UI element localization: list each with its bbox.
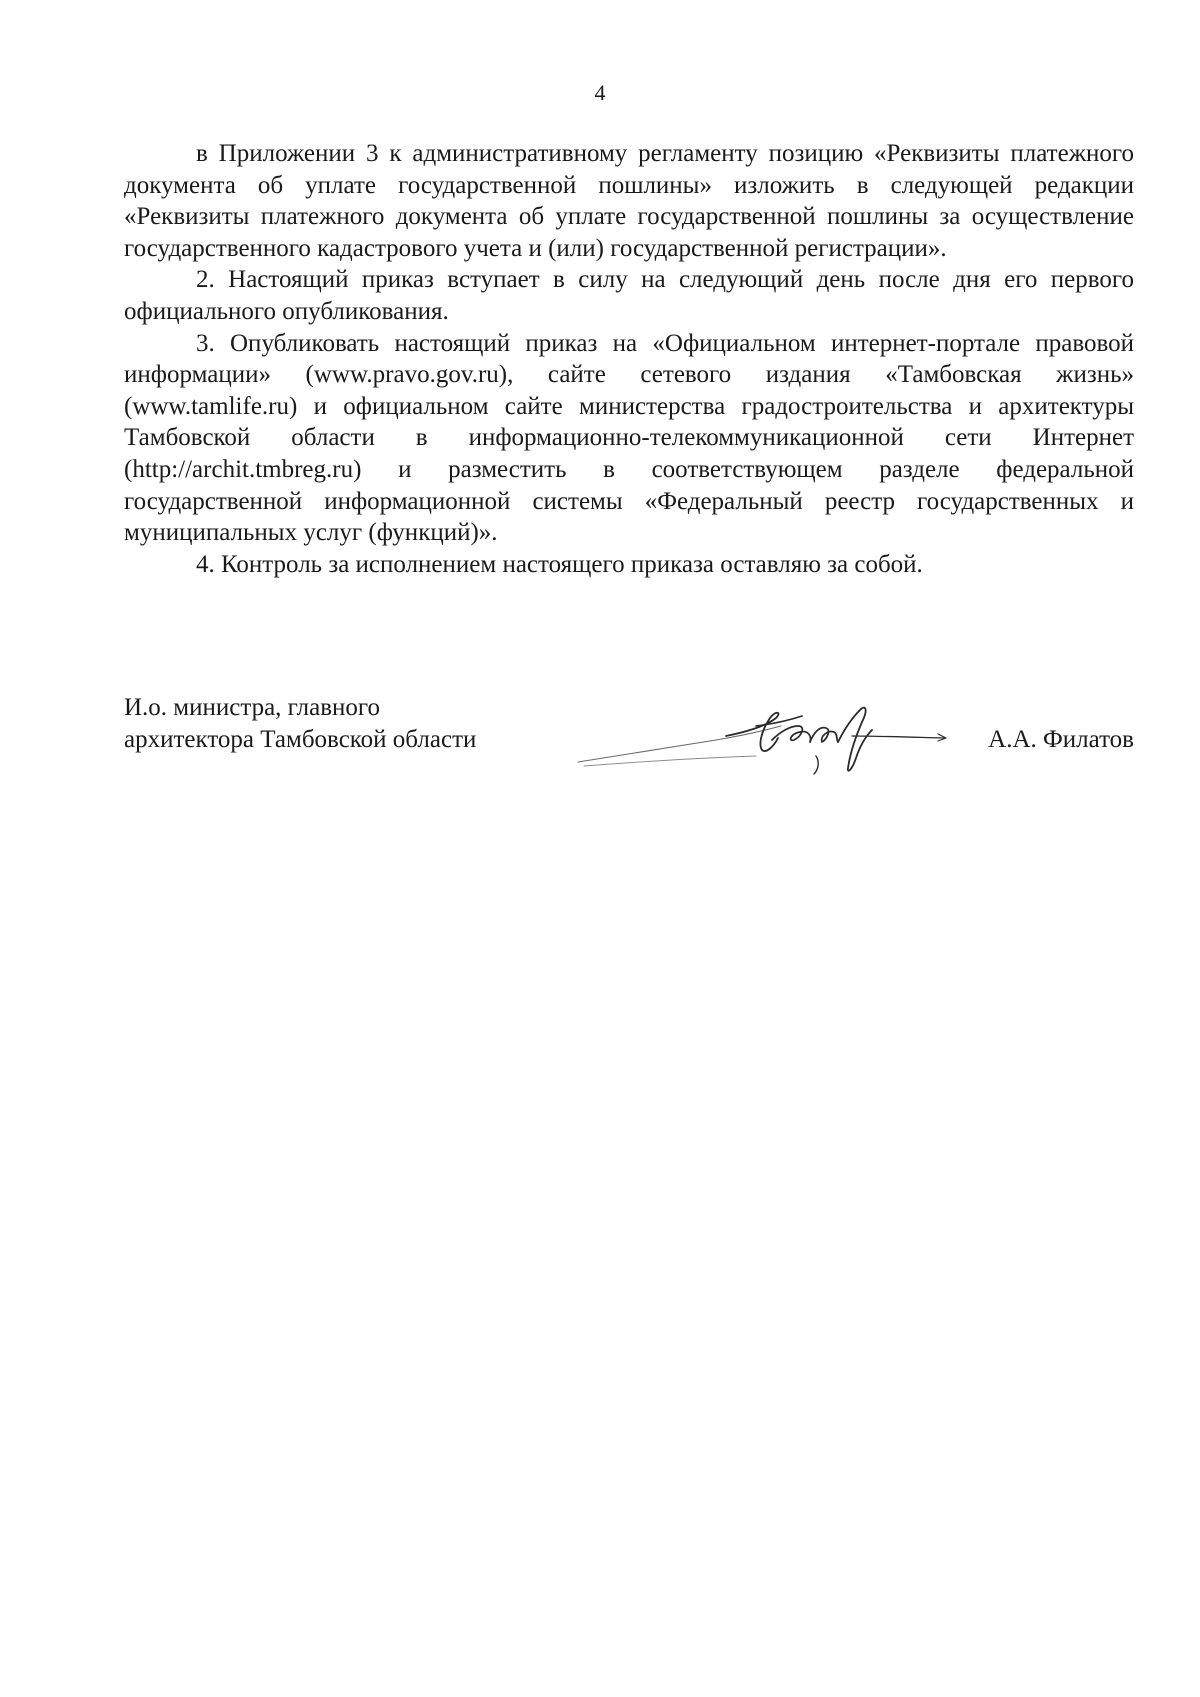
signer-title-line-2: архитектора Тамбовской области xyxy=(124,726,477,753)
page-number: 4 xyxy=(594,80,606,105)
signer-name: А.А. Филатов xyxy=(988,726,1134,753)
signature-block xyxy=(124,692,1134,802)
signer-title xyxy=(124,692,564,756)
handwritten-signature xyxy=(576,696,956,776)
paragraph-control: 4. Контроль за исполнением настоящего приказа оставляю за собой. xyxy=(196,550,923,578)
paragraph-appendix-amendment: в Приложении 3 к административному регламенту позицию «Реквизиты платежного документа об уплате государственной пошлины» изложить в следующей редакции «Реквизиты платежного документа об уплате государственной пошлины за осуществление государственного кадастрового учета и (или) государственной регистрации». xyxy=(124,140,1134,262)
paragraph-effective-date: 2. Настоящий приказ вступает в силу на следующий день после дня его первого официального опубликования. xyxy=(124,266,1134,325)
document-body xyxy=(124,138,1134,580)
signer-title-line-1: И.о. министра, главного xyxy=(124,694,381,721)
paragraph-publication: 3. Опубликовать настоящий приказ на «Официальном интернет-портале правовой информации» (www.pravo.gov.ru), сайте сетевого издания «Тамбовская жизнь» (www.tamlife.ru) и официальном сайте министерства градостроительства и архитектуры Тамбовской области в информационно-телекоммуникационной сети Интернет (http://archit.tmbreg.ru) и разместить в соответствующем разделе федеральной государственной информационной системы «Федеральный реестр государственных и муниципальных услуг (функций)». xyxy=(124,329,1134,547)
